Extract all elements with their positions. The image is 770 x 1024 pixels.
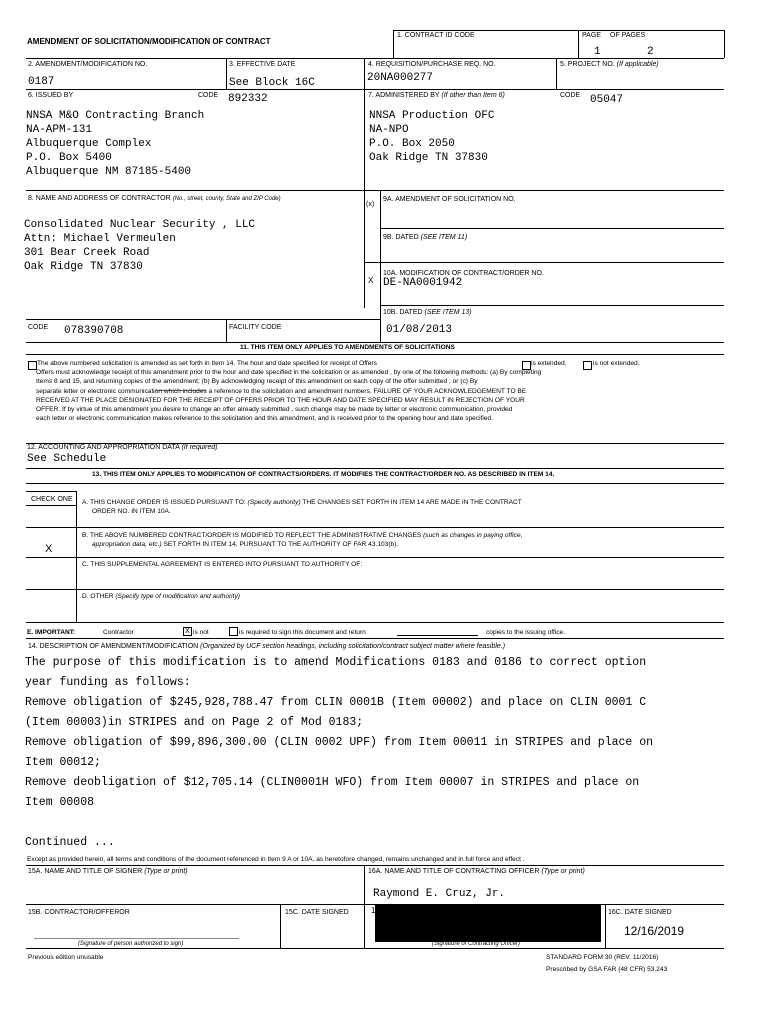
is-not-label: is not [193, 629, 209, 636]
signature-officer-caption: (Signature of Contracting Officer) [432, 941, 521, 947]
important-label: E. IMPORTANT: [27, 629, 76, 636]
option-d: D. OTHER (Specify type of modification and authority) [82, 593, 240, 600]
item-10a-check: X [368, 276, 374, 285]
item-13-header: 13. THIS ITEM ONLY APPLIES TO MODIFICATION OF CONTRACTS/ORDERS. IT MODIFIES THE CONTRACT/ORDER NO. AS DESCRIBED IN ITEM 14. [92, 471, 555, 478]
item-9a-label: 9A. AMENDMENT OF SOLICITATION NO. [383, 196, 516, 203]
prev-edition: Previous edition unusable [28, 954, 104, 961]
eff-date-value: See Block 16C [229, 77, 315, 89]
signature-person-caption: (Signature of person authorized to sign) [78, 941, 184, 947]
check-one-label: CHECK ONE [31, 496, 73, 503]
not-extended-checkbox[interactable] [583, 361, 592, 370]
contractor-label: 8. NAME AND ADDRESS OF CONTRACTOR (No., street, county, State and ZIP Code) [28, 195, 281, 202]
item-10b-value: 01/08/2013 [386, 324, 453, 336]
item-16c-label: 16C. DATE SIGNED [608, 909, 672, 916]
admin-label: 7. ADMINISTERED BY (If other than Item 6) [368, 92, 505, 99]
option-a: A. THIS CHANGE ORDER IS ISSUED PURSUANT TO: (Specify authority) THE CHANGES SET FORTH IN ITEM 14 ARE MADE IN THE CONTRACT ORDER NO. IN ITEM 10A. [82, 499, 522, 516]
option-b-check: X [45, 543, 53, 555]
copies-blank [156, 390, 206, 391]
facility-code-label: FACILITY CODE [229, 324, 282, 331]
x-column-label: (x) [366, 201, 375, 208]
issuer-address: NNSA M&O Contracting Branch NA-APM-131 Albuquerque Complex P.O. Box 5400 Albuquerque NM 87185-5400 [26, 110, 205, 178]
form-title: AMENDMENT OF SOLICITATION/MODIFICATION OF CONTRACT [27, 37, 271, 46]
contractor-word: Contractor [103, 629, 134, 636]
item-9b-label: 9B. DATED (SEE ITEM 11) [383, 234, 468, 241]
item-15a-label: 15A. NAME AND TITLE OF SIGNER (Type or print) [28, 868, 188, 875]
of-pages-label: OF PAGES [610, 32, 646, 39]
admin-code-label: CODE [560, 92, 581, 99]
contractor-code-value: 078390708 [64, 325, 124, 337]
except-text: Except as provided herein, all terms and conditions of the document referenced in Item 9 A or 10A, as heretofore changed, remains unchanged and in full force and effect . [27, 856, 525, 863]
not-extended-label: is not extended. [593, 360, 640, 367]
item-16c-value: 12/16/2019 [624, 924, 685, 938]
eff-date-label: 3. EFFECTIVE DATE [229, 61, 296, 68]
contract-id-label: 1. CONTRACT ID CODE [397, 32, 475, 39]
is-required-label: is required to sign this document and return [239, 629, 366, 636]
standard-form: STANDARD FORM 30 (REV. 11/2016) [546, 954, 659, 961]
issued-by-label: 6. ISSUED BY [28, 92, 74, 99]
is-extended-checkbox[interactable] [522, 361, 531, 370]
item-11-body: Offers must acknowledge receipt of this amendment prior to the hour and date specified in the solicitation or as amended , by one of the following methods: (a) By completing Items 8 and 15, and returning copies of the amendment; (b) By acknowledging receipt of this amendment on each copy of the offer submitted ; or (c) By separate letter or electronic communication which includes a reference to the solicitation and amendment numbers. FAILURE OF YOUR ACKNOWLEDGEMENT TO BE RECEIVED AT THE PLACE DESIGNATED FOR THE RECEIPT OF OFFERS PRIOR TO THE HOUR AND DATE SPECIFIED MAY RESULT IN REJECTION OF YOUR OFFER. If by virtue of this amendment you desire to change an offer already submitted , such change may be made by letter or electronic communication, provided each letter or electronic communication makes reference to the solicitation and this amendment, and is received prior to the opening hour and date specified. [36, 369, 542, 423]
item-10a-value: DE-NA0001942 [383, 277, 463, 289]
item-10a-label: 10A. MODIFICATION OF CONTRACT/ORDER NO. [383, 270, 544, 277]
option-b: B. THE ABOVE NUMBERED CONTRACT/ORDER IS MODIFIED TO REFLECT THE ADMINISTRATIVE CHANGES (such as changes in paying office, appropriation data, etc.) SET FORTH IN ITEM 14, PURSUANT TO THE AUTHORITY OF FAR 43.103(b). [82, 532, 523, 549]
total-pages: 2 [647, 46, 654, 58]
admin-address: NNSA Production OFC NA-NPO P.O. Box 2050 Oak Ridge TN 37830 [369, 110, 495, 164]
amend-no-value: 0187 [28, 76, 55, 88]
copies-line [397, 635, 478, 636]
item-10b-label: 10B. DATED (SEE ITEM 13) [383, 309, 472, 316]
req-no-value: 20NA000277 [367, 72, 434, 84]
issued-code-value: 892332 [228, 93, 268, 105]
item-11-text: The above numbered solicitation is amended as set forth in Item 14. The hour and date specified for receipt of Offers [37, 360, 377, 367]
officer-name: Raymond E. Cruz, Jr. [373, 888, 506, 900]
contractor-code-label: CODE [28, 324, 49, 331]
amend-no-label: 2. AMENDMENT/MODIFICATION NO. [28, 61, 148, 68]
officer-signature-redacted [375, 905, 601, 942]
contractor-address: Consolidated Nuclear Security , LLC Attn: Michael Vermeulen 301 Bear Creek Road Oak Ridge TN 37830 [24, 219, 256, 273]
is-required-checkbox[interactable] [229, 627, 238, 636]
page-number: 1 [594, 46, 601, 58]
project-label: 5. PROJECT NO. (If applicable) [560, 61, 659, 68]
prescribed-by: Prescribed by GSA FAR (48 CFR) 53.243 [546, 966, 668, 973]
item-16b-prefix: 1 [371, 906, 376, 915]
option-c: C. THIS SUPPLEMENTAL AGREEMENT IS ENTERED INTO PURSUANT TO AUTHORITY OF: [82, 561, 363, 568]
admin-code-value: 05047 [590, 94, 624, 106]
item-14-label: 14. DESCRIPTION OF AMENDMENT/MODIFICATION (Organized by UCF section headings, including solicitation/contract subject matter where feasible.) [28, 643, 506, 650]
issued-code-label: CODE [198, 92, 219, 99]
item-12-label: 12. ACCOUNTING AND APPROPRIATION DATA (If required) [27, 444, 218, 451]
item-14-description: The purpose of this modification is to amend Modifications 0183 and 0186 to correct option year funding as follows: Remove obligation of $245,928,788.47 from CLIN 0001B (Item 00002) and place on CLIN 0001 C (Item 00003)in STRIPES and on Page 2 of Mod 0183; Remove obligation of $99,896,300.00 (CLIN 0002 UPF) from Item 00011 in STRIPES and place on Item 00012; Remove deobligation of $12,705.14 (CLIN0001H WFO) from Item 00007 in STRIPES and place on Item 00008 [25, 656, 654, 809]
is-extended-label: is extended. [531, 360, 567, 367]
copies-label: copies to the issuing office. [486, 629, 566, 636]
item-12-value: See Schedule [27, 453, 107, 465]
item-15b-label: 15B. CONTRACTOR/OFFEROR [28, 909, 130, 916]
page-label: PAGE [582, 32, 601, 39]
item-15c-label: 15C. DATE SIGNED [285, 909, 349, 916]
item-11-header: 11. THIS ITEM ONLY APPLIES TO AMENDMENTS OF SOLICITATIONS [240, 344, 455, 351]
item-16a-label: 16A. NAME AND TITLE OF CONTRACTING OFFICER (Type or print) [368, 868, 585, 875]
is-not-checkbox[interactable]: X [183, 627, 192, 636]
continued-text: Continued ... [25, 836, 115, 849]
req-no-label: 4. REQUISITION/PURCHASE REQ. NO. [368, 61, 496, 68]
